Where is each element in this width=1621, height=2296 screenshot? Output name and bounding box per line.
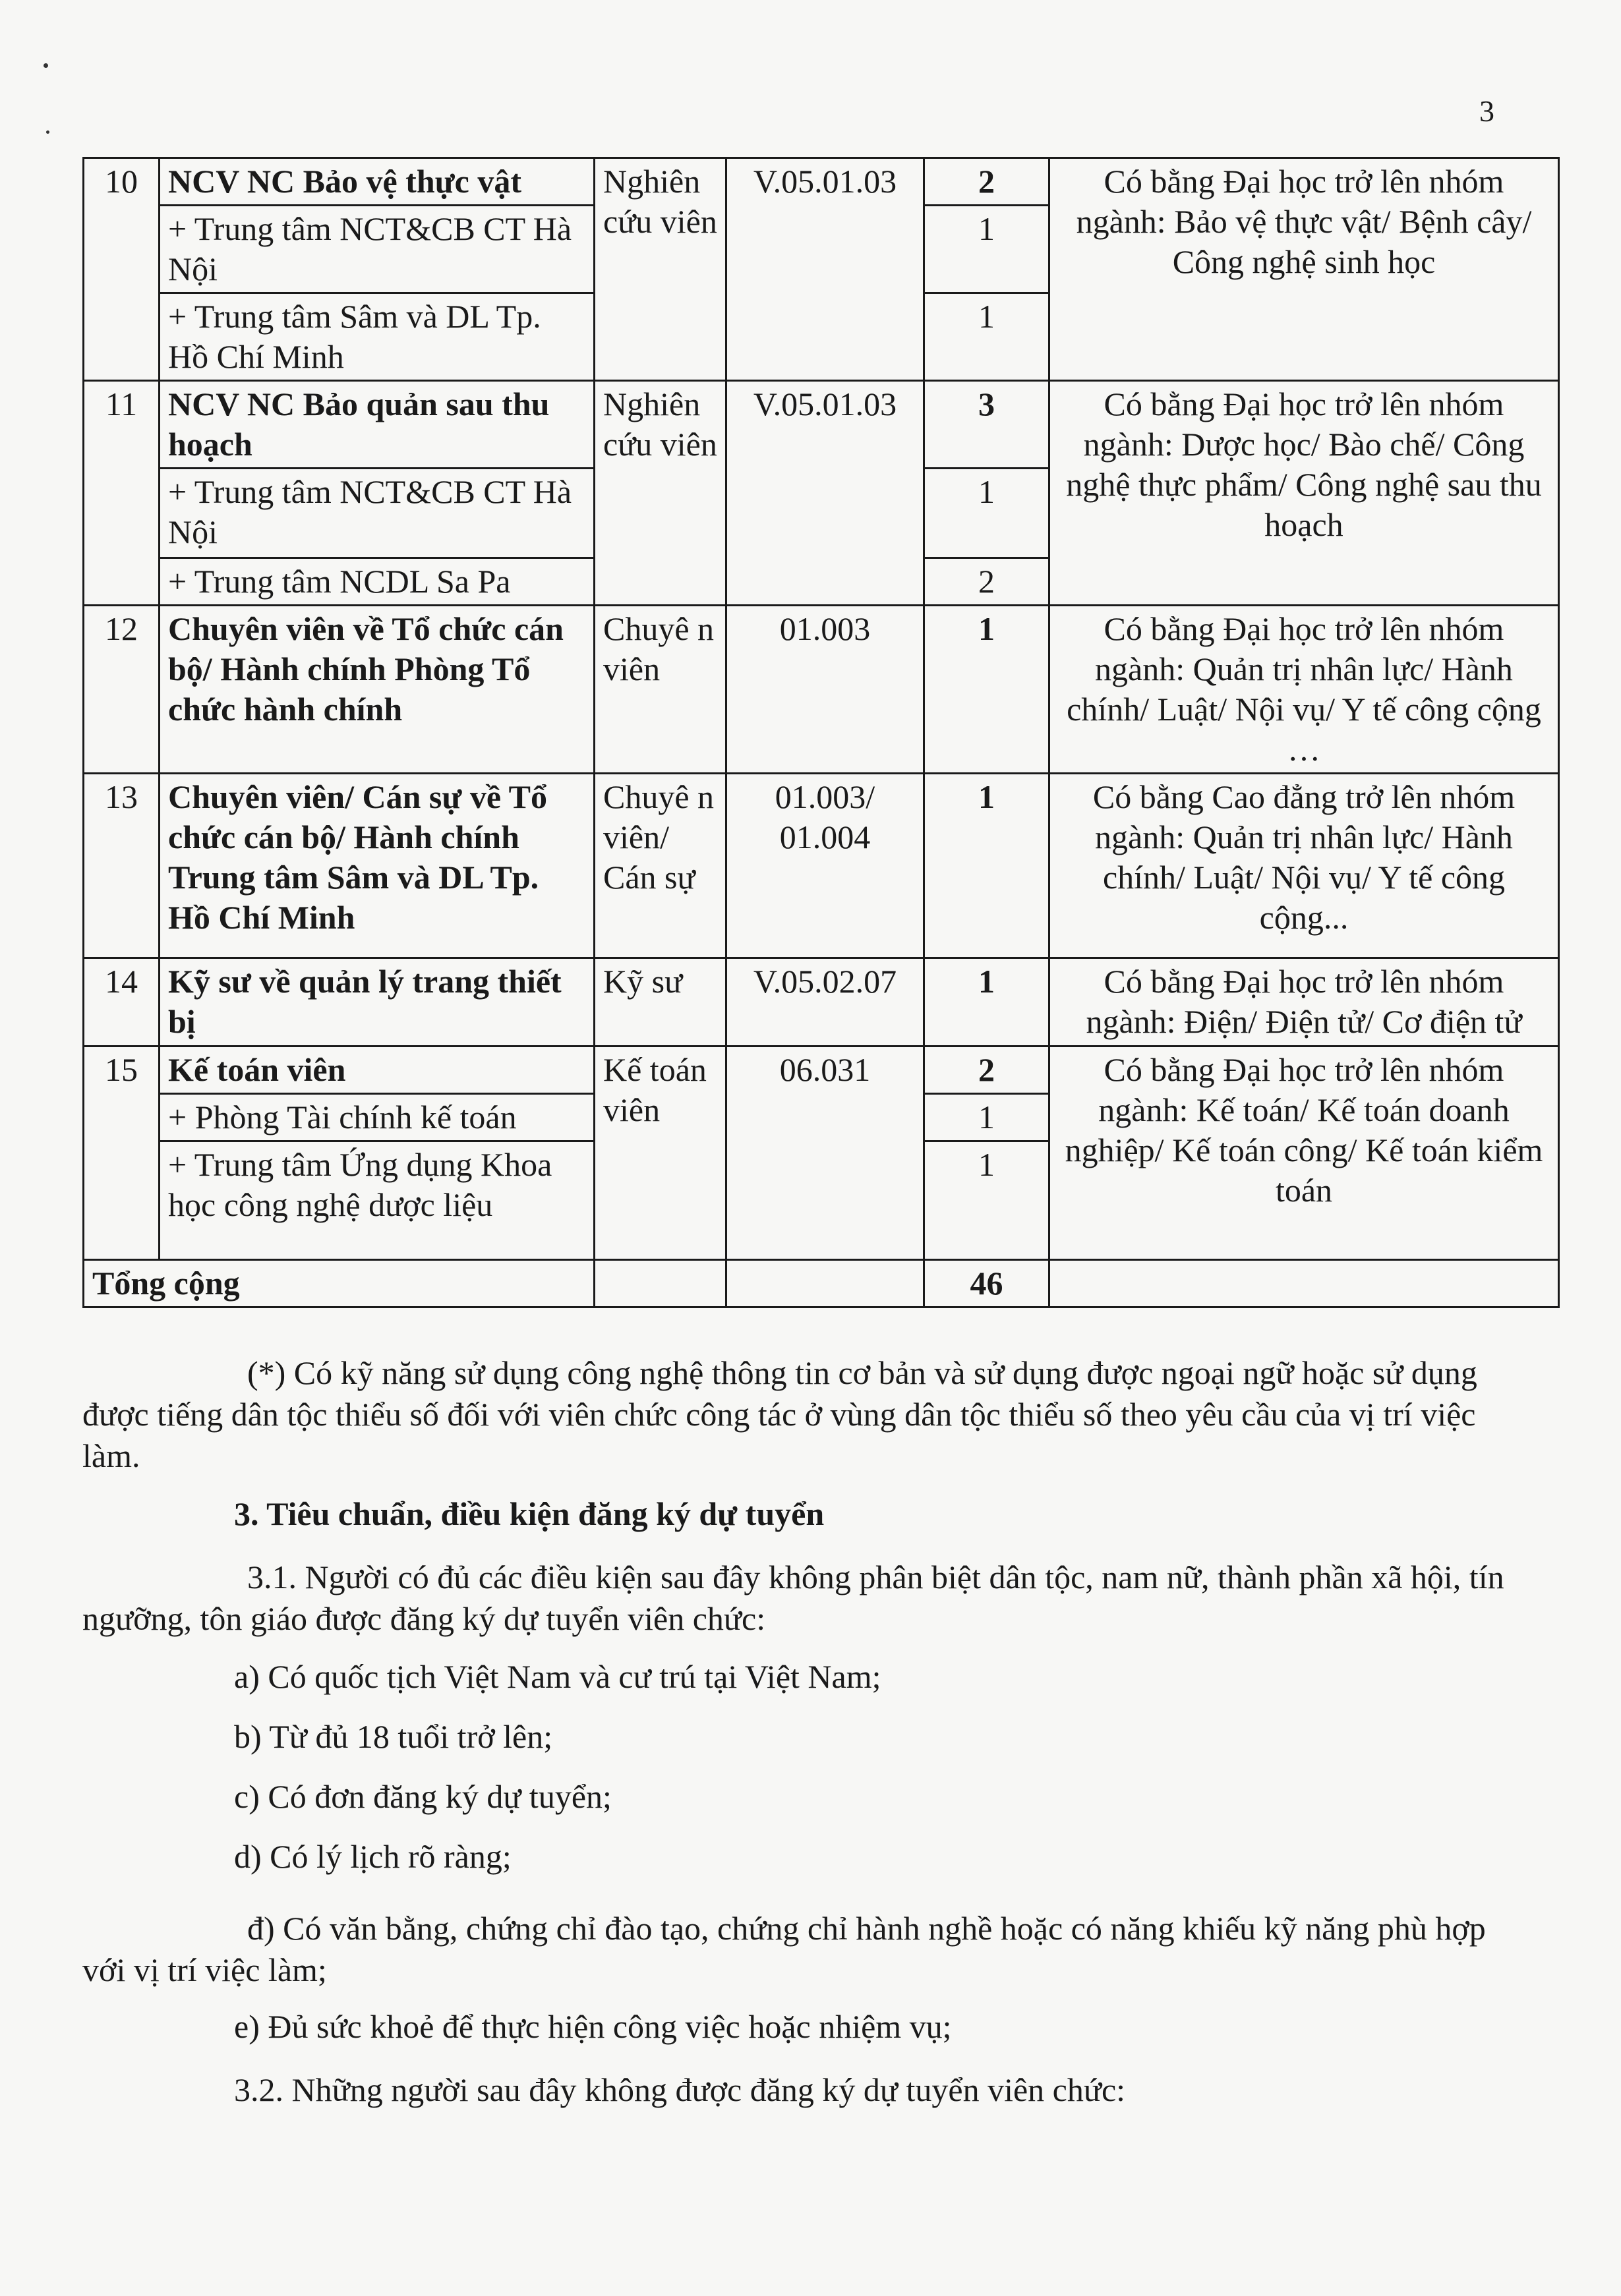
code-cell: 01.003 [726, 606, 924, 774]
unit-quantity: 1 [924, 206, 1049, 293]
row-number: 12 [84, 606, 160, 774]
rank-cell: Nghiên cứu viên [595, 381, 726, 606]
table-row [84, 381, 1559, 469]
unit-cell: + Trung tâm Sâm và DL Tp. Hồ Chí Minh [160, 293, 595, 381]
code-cell: V.05.02.07 [726, 958, 924, 1047]
table-row [84, 958, 1559, 1047]
row-number: 13 [84, 774, 160, 958]
code-cell: V.05.01.03 [726, 381, 924, 606]
paragraph-3-1: 3.1. Người có đủ các điều kiện sau đây không phân biệt dân tộc, nam nữ, thành phần xã hội, tín ngưỡng, tôn giáo được đăng ký dự tuyển viên chức: [82, 1559, 1504, 1637]
row-number: 15 [84, 1047, 160, 1260]
requirement-cell: Có bằng Đại học trở lên nhóm ngành: Kế toán/ Kế toán doanh nghiệp/ Kế toán công/ Kế toán kiểm toán [1049, 1047, 1559, 1260]
empty-cell [1049, 1260, 1559, 1307]
table-row [84, 774, 1559, 958]
scan-speck [46, 130, 49, 134]
condition-b: b) Từ đủ 18 tuổi trở lên; [234, 1718, 553, 1755]
requirement-cell: Có bằng Cao đẳng trở lên nhóm ngành: Quản trị nhân lực/ Hành chính/ Luật/ Nội vụ/ Y tế công cộng... [1049, 774, 1559, 958]
rank-cell: Chuyê n viên/ Cán sự [595, 774, 726, 958]
rank-cell: Chuyê n viên [595, 606, 726, 774]
condition-c: c) Có đơn đăng ký dự tuyển; [234, 1778, 612, 1815]
unit-cell: + Trung tâm NCT&CB CT Hà Nội [160, 206, 595, 293]
section-heading: 3. Tiêu chuẩn, điều kiện đăng ký dự tuyển [234, 1495, 825, 1532]
condition-e: e) Đủ sức khoẻ để thực hiện công việc hoặc nhiệm vụ; [234, 2008, 952, 2045]
requirement-cell: Có bằng Đại học trở lên nhóm ngành: Điện/ Điện tử/ Cơ điện tử [1049, 958, 1559, 1047]
row-number: 11 [84, 381, 160, 606]
quantity-cell: 1 [924, 606, 1049, 774]
rank-cell: Kế toán viên [595, 1047, 726, 1260]
unit-quantity: 1 [924, 469, 1049, 558]
footnote: (*) Có kỹ năng sử dụng công nghệ thông tin cơ bản và sử dụng được ngoại ngữ hoặc sử dụng được tiếng dân tộc thiểu số đối với viên chức công tác ở vùng dân tộc thiểu số theo yêu cầu của vị trí việc làm. [82, 1354, 1477, 1474]
condition-d: d) Có lý lịch rõ ràng; [234, 1838, 512, 1875]
unit-quantity: 1 [924, 1141, 1049, 1260]
position-title: NCV NC Bảo vệ thực vật [160, 158, 595, 206]
page-number: 3 [1479, 94, 1494, 128]
requirement-cell: Có bằng Đại học trở lên nhóm ngành: Quản trị nhân lực/ Hành chính/ Luật/ Nội vụ/ Y tế công cộng … [1049, 606, 1559, 774]
rank-cell: Kỹ sư [595, 958, 726, 1047]
quantity-cell: 2 [924, 1047, 1049, 1094]
recruitment-table [82, 157, 1560, 1308]
requirement-cell: Có bằng Đại học trở lên nhóm ngành: Bảo vệ thực vật/ Bệnh cây/ Công nghệ sinh học [1049, 158, 1559, 381]
total-value: 46 [924, 1260, 1049, 1307]
unit-cell: + Trung tâm NCT&CB CT Hà Nội [160, 469, 595, 558]
unit-quantity: 1 [924, 293, 1049, 381]
empty-cell [726, 1260, 924, 1307]
quantity-cell: 2 [924, 158, 1049, 206]
rank-cell: Nghiên cứu viên [595, 158, 726, 381]
condition-dd: đ) Có văn bằng, chứng chỉ đào tạo, chứng chỉ hành nghề hoặc có năng khiếu kỹ năng phù hợp với vị trí việc làm; [82, 1910, 1486, 1988]
condition-a: a) Có quốc tịch Việt Nam và cư trú tại Việt Nam; [234, 1658, 881, 1695]
position-title: Chuyên viên về Tổ chức cán bộ/ Hành chính Phòng Tổ chức hành chính [160, 606, 595, 774]
table-total-row [84, 1260, 1559, 1307]
unit-quantity: 2 [924, 558, 1049, 606]
paragraph-3-2: 3.2. Những người sau đây không được đăng ký dự tuyển viên chức: [234, 2071, 1126, 2108]
position-title: Chuyên viên/ Cán sự về Tổ chức cán bộ/ Hành chính Trung tâm Sâm và DL Tp. Hồ Chí Minh [160, 774, 595, 958]
position-title: Kế toán viên [160, 1047, 595, 1094]
unit-quantity: 1 [924, 1094, 1049, 1141]
empty-cell [595, 1260, 726, 1307]
unit-cell: + Phòng Tài chính kế toán [160, 1094, 595, 1141]
unit-cell: + Trung tâm NCDL Sa Pa [160, 558, 595, 606]
code-cell: 01.003/ 01.004 [726, 774, 924, 958]
requirement-cell: Có bằng Đại học trở lên nhóm ngành: Dược học/ Bào chế/ Công nghệ thực phẩm/ Công nghệ sau thu hoạch [1049, 381, 1559, 606]
quantity-cell: 1 [924, 958, 1049, 1047]
row-number: 10 [84, 158, 160, 381]
quantity-cell: 1 [924, 774, 1049, 958]
code-cell: V.05.01.03 [726, 158, 924, 381]
quantity-cell: 3 [924, 381, 1049, 469]
table-row [84, 1047, 1559, 1094]
unit-cell: + Trung tâm Ứng dụng Khoa học công nghệ dược liệu [160, 1141, 595, 1260]
code-cell: 06.031 [726, 1047, 924, 1260]
table-row [84, 606, 1559, 774]
total-label: Tổng cộng [84, 1260, 595, 1307]
scan-speck [44, 63, 48, 68]
row-number: 14 [84, 958, 160, 1047]
position-title: Kỹ sư về quản lý trang thiết bị [160, 958, 595, 1047]
position-title: NCV NC Bảo quản sau thu hoạch [160, 381, 595, 469]
table-row [84, 158, 1559, 206]
